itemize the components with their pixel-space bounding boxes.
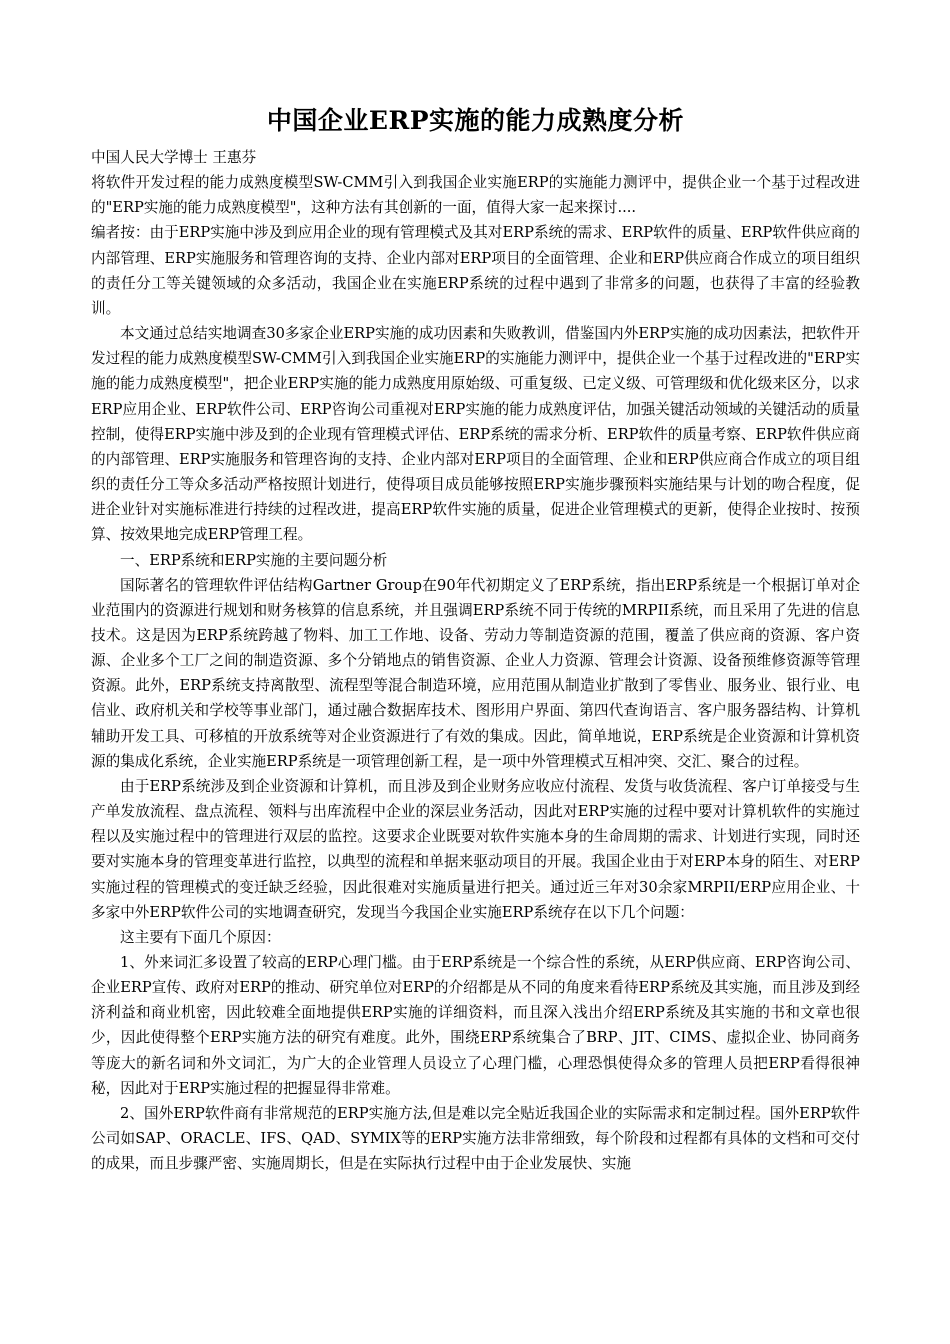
section-heading: 一、ERP系统和ERP实施的主要问题分析 bbox=[120, 551, 388, 569]
author-line: 中国人民大学博士 王惠芬 bbox=[91, 149, 257, 166]
body-paragraph: 这主要有下面几个原因： bbox=[120, 928, 281, 946]
body-paragraph: 国际著名的管理软件评估结构Gartner Group在90年代初期定义了ERP系统，指出ERP系统是一个根据订单对企业范围内的资源进行规划和财务核算的信息系统，并且强调ERP系统不同于传统的MRPII系统，而且采用了先进的信息技术。这是因为ERP系统跨越了物料、加工工作地、设备、劳动力等制造资源的范围，覆盖了供应商的资源、客户资源、企业多个工厂之间的制造资源、多个分销地点的销售资源、企业人力资源、管理会计资源、设备预维修资源等管理资源。此外，ERP系统支持离散型、流程型等混合制造环境，应用范围从制造业扩散到了零售业、服务业、银行业、电信业、政府机关和学校等事业部门，通过融合数据库技术、图形用户界面、第四代查询语言、客户服务器结构、计算机辅助开发工具、可移植的开放系统等对企业资源进行了有效的集成。因此，简单地说，ERP系统是企业资源和计算机资源的集成化系统，企业实施ERP系统是一项管理创新工程，是一项中外管理模式互相冲突、交汇、聚合的过程。 bbox=[91, 576, 860, 770]
document-title: 中国企业ERP实施的能力成熟度分析 bbox=[266, 106, 685, 135]
document-page bbox=[91, 104, 860, 1176]
summary-paragraph: 将软件开发过程的能力成熟度模型SW-CMM引入到我国企业实施ERP的实施能力测评中，提供企业一个基于过程改进的"ERP实施的能力成熟度模型"，这种方法有其创新的一面，值得大家一起来探讨.... bbox=[91, 174, 860, 217]
body-paragraph: 本文通过总结实地调查30多家企业ERP实施的成功因素和失败教训，借鉴国内外ERP实施的成功因素法，把软件开发过程的能力成熟度模型SW-CMM引入到我国企业实施ERP的实施能力测评中，提供企业一个基于过程改进的"ERP实施的能力成熟度模型"，把企业ERP实施的能力成熟度用原始级、可重复级、已定义级、可管理级和优化级来区分，以求ERP应用企业、ERP软件公司、ERP咨询公司重视对ERP实施的能力成熟度评估，加强关键活动领域的关键活动的质量控制，使得ERP实施中涉及到的企业现有管理模式评估、ERP系统的需求分析、ERP软件的质量考察、ERP软件供应商的内部管理、ERP实施服务和管理咨询的支持、企业内部对ERP项目的全面管理、企业和ERP供应商合作成立的项目组织的责任分工等众多活动严格按照计划进行，使得项目成员能够按照ERP实施步骤预料实施结果与计划的吻合程度，促进企业针对实施标准进行持续的过程改进，提高ERP软件实施的质量，促进企业管理模式的更新，使得企业按时、按预算、按效果地完成ERP管理工程。 bbox=[91, 325, 860, 544]
body-paragraph: 2、国外ERP软件商有非常规范的ERP实施方法,但是难以完全贴近我国企业的实际需求和定制过程。国外ERP软件公司如SAP、ORACLE、IFS、QAD、SYMIX等的ERP实施方法非常细致，每个阶段和过程都有具体的文档和可交付的成果，而且步骤严密、实施周期长，但是在实际执行过程中由于企业发展快、实施 bbox=[91, 1104, 860, 1173]
body-paragraph: 1、外来词汇多设置了较高的ERP心理门槛。由于ERP系统是一个综合性的系统，从ERP供应商、ERP咨询公司、企业ERP宣传、政府对ERP的推动、研究单位对ERP的介绍都是从不同的角度来看待ERP系统及其实施，而且涉及到经济利益和商业机密，因此较难全面地提供ERP实施的详细资料，而且深入浅出介绍ERP系统及其实施的书和文章也很少，因此使得整个ERP实施方法的研究有难度。此外，围绕ERP系统集合了BRP、JIT、CIMS、虚拟企业、协同商务等庞大的新名词和外文词汇，为广大的企业管理人员设立了心理门槛，心理恐惧使得众多的管理人员把ERP看得很神秘，因此对于ERP实施过程的把握显得非常难。 bbox=[91, 954, 860, 1097]
body-paragraph: 由于ERP系统涉及到企业资源和计算机，而且涉及到企业财务应收应付流程、发货与收货流程、客户订单接受与生产单发放流程、盘点流程、领料与出库流程中企业的深层业务活动，因此对ERP实施的过程中要对计算机软件的实施过程以及实施过程中的管理进行双层的监控。这要求企业既要对软件实施本身的生命周期的需求、计划进行实现，同时还要对实施本身的管理变革进行监控，以典型的流程和单据来驱动项目的开展。我国企业由于对ERP本身的陌生、对ERP实施过程的管理模式的变迁缺乏经验，因此很难对实施质量进行把关。通过近三年对30余家MRPII/ERP应用企业、十多家中外ERP软件公司的实地调查研究，发现当今我国企业实施ERP系统存在以下几个问题： bbox=[91, 777, 860, 921]
editor-note-paragraph: 编者按：由于ERP实施中涉及到应用企业的现有管理模式及其对ERP系统的需求、ERP软件的质量、ERP软件供应商的内部管理、ERP实施服务和管理咨询的支持、企业内部对ERP项目的全面管理、企业和ERP供应商合作成立的项目组织的责任分工等关键领域的众多活动，我国企业在实施ERP系统的过程中遇到了非常多的问题，也获得了丰富的经验教训。 bbox=[91, 224, 860, 317]
